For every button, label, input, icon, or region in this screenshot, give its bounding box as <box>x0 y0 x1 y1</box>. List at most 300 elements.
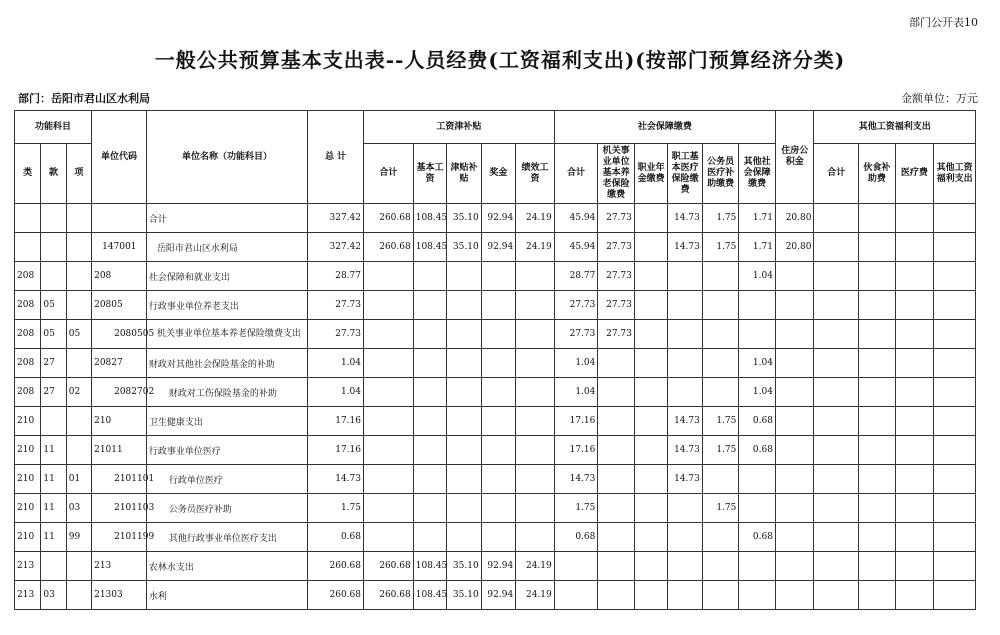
total-cell: 327.42 <box>308 204 364 233</box>
unit-name-cell: 合计 <box>146 204 307 233</box>
meal-allowance-cell <box>859 581 896 610</box>
meal-allowance-cell <box>859 552 896 581</box>
basic-salary-cell: 108.45 <box>413 204 446 233</box>
table-row <box>15 204 976 233</box>
unit-code-cell <box>92 204 147 233</box>
housing-fund-cell <box>775 436 814 465</box>
unit-code-cell: 20805 <box>92 291 147 320</box>
lei-cell: 210 <box>15 465 41 494</box>
xiang-cell: 01 <box>66 465 91 494</box>
performance-pay-cell <box>516 436 555 465</box>
allowance-cell <box>447 378 481 407</box>
occupational-annuity-cell <box>634 378 667 407</box>
social-subheader: 职业年金缴费 <box>634 144 667 204</box>
total-cell: 1.75 <box>308 494 364 523</box>
kuan-cell <box>41 233 66 262</box>
other-welfare-cell <box>934 436 976 465</box>
housing-fund-cell: 20.80 <box>775 233 814 262</box>
social-total-cell <box>554 552 598 581</box>
other-social-cell <box>739 552 776 581</box>
meal-allowance-cell <box>859 436 896 465</box>
social-total-cell: 17.16 <box>554 436 598 465</box>
pension-insurance-cell: 27.73 <box>598 262 635 291</box>
medical-expense-cell <box>895 581 934 610</box>
civil-servant-medical-cell: 1.75 <box>702 204 739 233</box>
table-row <box>15 523 976 552</box>
performance-pay-cell <box>516 407 555 436</box>
occupational-annuity-cell <box>634 233 667 262</box>
other-welfare-cell <box>934 204 976 233</box>
civil-servant-medical-cell <box>702 320 739 349</box>
social-total-cell: 28.77 <box>554 262 598 291</box>
performance-pay-cell <box>516 465 555 494</box>
housing-fund-cell <box>775 320 814 349</box>
meal-allowance-cell <box>859 407 896 436</box>
other-welfare-cell <box>934 291 976 320</box>
other-subheader: 其他工资福利支出 <box>934 144 976 204</box>
civil-servant-medical-cell <box>702 581 739 610</box>
xiang-cell <box>66 407 91 436</box>
salary-subheader: 合计 <box>364 144 414 204</box>
social-total-cell: 1.04 <box>554 378 598 407</box>
total-cell: 14.73 <box>308 465 364 494</box>
medical-expense-cell <box>895 552 934 581</box>
unit-code-cell: 2082702 <box>92 378 147 407</box>
total-cell: 27.73 <box>308 320 364 349</box>
unit-code-cell: 210 <box>92 407 147 436</box>
table-row <box>15 494 976 523</box>
salary-total-cell <box>364 378 414 407</box>
lei-cell: 208 <box>15 349 41 378</box>
unit-name-cell: 农林水支出 <box>146 552 307 581</box>
bonus-cell: 92.94 <box>481 204 515 233</box>
medical-insurance-cell: 14.73 <box>668 204 702 233</box>
unit-code-cell: 2101199 <box>92 523 147 552</box>
medical-expense-cell <box>895 523 934 552</box>
other-total-cell <box>814 349 859 378</box>
medical-insurance-cell <box>668 494 702 523</box>
social-total-cell: 45.94 <box>554 233 598 262</box>
unit-code-cell: 2101103 <box>92 494 147 523</box>
bonus-cell <box>481 407 515 436</box>
medical-expense-cell <box>895 465 934 494</box>
salary-total-cell <box>364 407 414 436</box>
unit-name-cell: 公务员医疗补助 <box>146 494 307 523</box>
social-total-cell: 45.94 <box>554 204 598 233</box>
civil-servant-medical-cell <box>702 291 739 320</box>
pension-insurance-cell: 27.73 <box>598 291 635 320</box>
total-cell: 260.68 <box>308 581 364 610</box>
performance-pay-cell: 24.19 <box>516 233 555 262</box>
meal-allowance-cell <box>859 291 896 320</box>
other-social-cell: 1.04 <box>739 262 776 291</box>
housing-fund-cell <box>775 523 814 552</box>
table-row <box>15 349 976 378</box>
bonus-cell: 92.94 <box>481 233 515 262</box>
occupational-annuity-cell <box>634 436 667 465</box>
basic-salary-cell <box>413 494 446 523</box>
civil-servant-medical-cell <box>702 552 739 581</box>
unit-code-cell: 2101101 <box>92 465 147 494</box>
unit-code-header: 单位代码 <box>92 111 147 204</box>
pension-insurance-cell <box>598 581 635 610</box>
salary-total-cell: 260.68 <box>364 581 414 610</box>
basic-salary-cell <box>413 320 446 349</box>
other-total-cell <box>814 378 859 407</box>
occupational-annuity-cell <box>634 494 667 523</box>
salary-total-cell: 260.68 <box>364 552 414 581</box>
pension-insurance-cell <box>598 465 635 494</box>
civil-servant-medical-cell: 1.75 <box>702 407 739 436</box>
other-social-cell <box>739 494 776 523</box>
social-group-header: 社会保障缴费 <box>554 111 775 144</box>
allowance-cell <box>447 291 481 320</box>
other-social-cell <box>739 465 776 494</box>
civil-servant-medical-cell <box>702 523 739 552</box>
medical-insurance-cell <box>668 523 702 552</box>
medical-expense-cell <box>895 262 934 291</box>
meal-allowance-cell <box>859 233 896 262</box>
other-social-cell: 1.71 <box>739 233 776 262</box>
medical-expense-cell <box>895 494 934 523</box>
salary-total-cell: 260.68 <box>364 233 414 262</box>
kuan-cell: 11 <box>41 465 66 494</box>
basic-salary-cell <box>413 291 446 320</box>
medical-insurance-cell: 14.73 <box>668 233 702 262</box>
salary-total-cell <box>364 465 414 494</box>
other-total-cell <box>814 581 859 610</box>
unit-name-cell: 行政单位医疗 <box>146 465 307 494</box>
kuan-cell: 11 <box>41 494 66 523</box>
performance-pay-cell <box>516 320 555 349</box>
other-social-cell: 0.68 <box>739 407 776 436</box>
kuan-cell: 27 <box>41 378 66 407</box>
xiang-cell: 99 <box>66 523 91 552</box>
social-total-cell: 17.16 <box>554 407 598 436</box>
kuan-header: 款 <box>41 144 66 204</box>
medical-insurance-cell: 14.73 <box>668 436 702 465</box>
other-total-cell <box>814 465 859 494</box>
social-subheader: 机关事业单位基本养老保险缴费 <box>598 144 635 204</box>
basic-salary-cell <box>413 465 446 494</box>
unit-code-cell: 20827 <box>92 349 147 378</box>
social-total-cell: 14.73 <box>554 465 598 494</box>
social-total-cell: 27.73 <box>554 291 598 320</box>
func-subject-header: 功能科目 <box>15 111 92 144</box>
unit-name-cell: 财政对工伤保险基金的补助 <box>146 378 307 407</box>
social-total-cell: 0.68 <box>554 523 598 552</box>
bonus-cell <box>481 262 515 291</box>
meal-allowance-cell <box>859 465 896 494</box>
medical-insurance-cell <box>668 378 702 407</box>
xiang-cell <box>66 552 91 581</box>
social-subheader: 职工基本医疗保险缴费 <box>668 144 702 204</box>
pension-insurance-cell <box>598 407 635 436</box>
other-welfare-cell <box>934 320 976 349</box>
allowance-cell: 35.10 <box>447 581 481 610</box>
other-social-cell: 0.68 <box>739 523 776 552</box>
unit-code-cell: 208 <box>92 262 147 291</box>
social-subheader: 合计 <box>554 144 598 204</box>
other-welfare-cell <box>934 233 976 262</box>
salary-total-cell <box>364 436 414 465</box>
allowance-cell: 35.10 <box>447 552 481 581</box>
housing-fund-cell <box>775 581 814 610</box>
other-total-cell <box>814 407 859 436</box>
unit-code-cell: 2080505 <box>92 320 147 349</box>
salary-total-cell <box>364 494 414 523</box>
other-total-cell <box>814 523 859 552</box>
total-cell: 0.68 <box>308 523 364 552</box>
medical-insurance-cell <box>668 291 702 320</box>
housing-fund-cell: 20.80 <box>775 204 814 233</box>
other-social-cell: 1.04 <box>739 349 776 378</box>
occupational-annuity-cell <box>634 465 667 494</box>
other-social-cell: 0.68 <box>739 436 776 465</box>
civil-servant-medical-cell <box>702 378 739 407</box>
basic-salary-cell <box>413 378 446 407</box>
bonus-cell <box>481 349 515 378</box>
other-total-cell <box>814 291 859 320</box>
civil-servant-medical-cell: 1.75 <box>702 436 739 465</box>
basic-salary-cell <box>413 262 446 291</box>
kuan-cell: 03 <box>41 581 66 610</box>
civil-servant-medical-cell <box>702 262 739 291</box>
occupational-annuity-cell <box>634 262 667 291</box>
housing-fund-cell <box>775 465 814 494</box>
total-cell: 1.04 <box>308 349 364 378</box>
performance-pay-cell <box>516 349 555 378</box>
unit-name-cell: 财政对其他社会保险基金的补助 <box>146 349 307 378</box>
budget-table <box>14 110 976 610</box>
medical-insurance-cell <box>668 581 702 610</box>
housing-fund-cell <box>775 262 814 291</box>
housing-fund-cell <box>775 291 814 320</box>
performance-pay-cell: 24.19 <box>516 204 555 233</box>
basic-salary-cell <box>413 436 446 465</box>
salary-subheader: 津贴补贴 <box>447 144 481 204</box>
table-body <box>15 204 976 610</box>
salary-total-cell <box>364 320 414 349</box>
other-welfare-cell <box>934 262 976 291</box>
housing-fund-cell <box>775 349 814 378</box>
housing-fund-cell <box>775 494 814 523</box>
other-welfare-cell <box>934 349 976 378</box>
performance-pay-cell <box>516 378 555 407</box>
civil-servant-medical-cell: 1.75 <box>702 494 739 523</box>
table-row <box>15 552 976 581</box>
allowance-cell <box>447 436 481 465</box>
civil-servant-medical-cell <box>702 349 739 378</box>
bonus-cell: 92.94 <box>481 581 515 610</box>
unit-name-cell: 社会保障和就业支出 <box>146 262 307 291</box>
other-total-cell <box>814 552 859 581</box>
xiang-cell <box>66 262 91 291</box>
total-cell: 17.16 <box>308 407 364 436</box>
table-row <box>15 320 976 349</box>
meal-allowance-cell <box>859 523 896 552</box>
civil-servant-medical-cell: 1.75 <box>702 233 739 262</box>
medical-expense-cell <box>895 233 934 262</box>
housing-fund-cell <box>775 552 814 581</box>
other-welfare-cell <box>934 494 976 523</box>
other-group-header: 其他工资福利支出 <box>814 111 976 144</box>
other-social-cell <box>739 320 776 349</box>
total-cell: 327.42 <box>308 233 364 262</box>
page-title: 一般公共预算基本支出表--人员经费(工资福利支出)(按部门预算经济分类) <box>154 48 846 72</box>
salary-total-cell <box>364 349 414 378</box>
basic-salary-cell <box>413 523 446 552</box>
pension-insurance-cell <box>598 436 635 465</box>
allowance-cell <box>447 523 481 552</box>
other-subheader: 合计 <box>814 144 859 204</box>
pension-insurance-cell <box>598 552 635 581</box>
medical-insurance-cell <box>668 349 702 378</box>
kuan-cell <box>41 407 66 436</box>
salary-total-cell <box>364 291 414 320</box>
pension-insurance-cell <box>598 523 635 552</box>
bonus-cell <box>481 494 515 523</box>
bonus-cell: 92.94 <box>481 552 515 581</box>
medical-expense-cell <box>895 204 934 233</box>
basic-salary-cell: 108.45 <box>413 581 446 610</box>
other-total-cell <box>814 233 859 262</box>
performance-pay-cell: 24.19 <box>516 552 555 581</box>
social-total-cell: 27.73 <box>554 320 598 349</box>
lei-cell: 210 <box>15 494 41 523</box>
performance-pay-cell <box>516 494 555 523</box>
kuan-cell <box>41 204 66 233</box>
occupational-annuity-cell <box>634 349 667 378</box>
allowance-cell <box>447 320 481 349</box>
pension-insurance-cell <box>598 349 635 378</box>
salary-total-cell <box>364 523 414 552</box>
xiang-cell <box>66 233 91 262</box>
lei-cell: 208 <box>15 262 41 291</box>
lei-cell: 208 <box>15 291 41 320</box>
form-number-label: 部门公开表10 <box>909 16 978 29</box>
occupational-annuity-cell <box>634 204 667 233</box>
total-cell: 27.73 <box>308 291 364 320</box>
medical-insurance-cell: 14.73 <box>668 465 702 494</box>
table-row <box>15 291 976 320</box>
bonus-cell <box>481 291 515 320</box>
kuan-cell: 11 <box>41 436 66 465</box>
salary-subheader: 基本工资 <box>413 144 446 204</box>
social-total-cell: 1.04 <box>554 349 598 378</box>
housing-fund-header: 住房公积金 <box>775 111 814 204</box>
other-social-cell: 1.04 <box>739 378 776 407</box>
kuan-cell: 27 <box>41 349 66 378</box>
lei-cell <box>15 233 41 262</box>
unit-name-cell: 行政事业单位医疗 <box>146 436 307 465</box>
unit-name-cell: 行政事业单位养老支出 <box>146 291 307 320</box>
allowance-cell <box>447 494 481 523</box>
lei-cell: 208 <box>15 320 41 349</box>
xiang-cell: 02 <box>66 378 91 407</box>
performance-pay-cell <box>516 262 555 291</box>
occupational-annuity-cell <box>634 523 667 552</box>
other-total-cell <box>814 320 859 349</box>
pension-insurance-cell: 27.73 <box>598 204 635 233</box>
lei-cell: 213 <box>15 552 41 581</box>
lei-header: 类 <box>15 144 41 204</box>
occupational-annuity-cell <box>634 320 667 349</box>
unit-name-cell: 岳阳市君山区水利局 <box>146 233 307 262</box>
meal-allowance-cell <box>859 494 896 523</box>
kuan-cell: 05 <box>41 320 66 349</box>
pension-insurance-cell: 27.73 <box>598 320 635 349</box>
salary-subheader: 绩效工资 <box>516 144 555 204</box>
other-total-cell <box>814 494 859 523</box>
xiang-cell: 03 <box>66 494 91 523</box>
xiang-header: 项 <box>66 144 91 204</box>
pension-insurance-cell <box>598 494 635 523</box>
department-label: 部门：岳阳市君山区水利局 <box>18 92 150 105</box>
bonus-cell <box>481 378 515 407</box>
unit-name-cell: 卫生健康支出 <box>146 407 307 436</box>
kuan-cell: 05 <box>41 291 66 320</box>
table-row <box>15 436 976 465</box>
table-row <box>15 378 976 407</box>
occupational-annuity-cell <box>634 552 667 581</box>
allowance-cell <box>447 262 481 291</box>
xiang-cell <box>66 204 91 233</box>
meal-allowance-cell <box>859 204 896 233</box>
meal-allowance-cell <box>859 378 896 407</box>
other-subheader: 伙食补助费 <box>859 144 896 204</box>
performance-pay-cell <box>516 291 555 320</box>
other-subheader: 医疗费 <box>895 144 934 204</box>
kuan-cell: 11 <box>41 523 66 552</box>
total-cell: 260.68 <box>308 552 364 581</box>
unit-code-cell: 147001 <box>92 233 147 262</box>
meal-allowance-cell <box>859 262 896 291</box>
medical-expense-cell <box>895 291 934 320</box>
occupational-annuity-cell <box>634 581 667 610</box>
kuan-cell <box>41 262 66 291</box>
bonus-cell <box>481 436 515 465</box>
unit-code-cell: 21011 <box>92 436 147 465</box>
housing-fund-cell <box>775 378 814 407</box>
pension-insurance-cell: 27.73 <box>598 233 635 262</box>
medical-expense-cell <box>895 407 934 436</box>
other-total-cell <box>814 262 859 291</box>
social-subheader: 其他社会保障缴费 <box>739 144 776 204</box>
other-welfare-cell <box>934 523 976 552</box>
other-welfare-cell <box>934 407 976 436</box>
xiang-cell <box>66 291 91 320</box>
xiang-cell: 05 <box>66 320 91 349</box>
salary-total-cell <box>364 262 414 291</box>
social-subheader: 公务员医疗补助缴费 <box>702 144 739 204</box>
table-row <box>15 233 976 262</box>
total-cell: 1.04 <box>308 378 364 407</box>
social-total-cell: 1.75 <box>554 494 598 523</box>
occupational-annuity-cell <box>634 291 667 320</box>
meal-allowance-cell <box>859 349 896 378</box>
civil-servant-medical-cell <box>702 465 739 494</box>
allowance-cell <box>447 407 481 436</box>
xiang-cell <box>66 349 91 378</box>
allowance-cell <box>447 349 481 378</box>
amount-unit-label: 金额单位：万元 <box>901 92 978 105</box>
other-welfare-cell <box>934 552 976 581</box>
allowance-cell: 35.10 <box>447 233 481 262</box>
lei-cell: 213 <box>15 581 41 610</box>
salary-group-header: 工资津补贴 <box>364 111 555 144</box>
housing-fund-cell <box>775 407 814 436</box>
